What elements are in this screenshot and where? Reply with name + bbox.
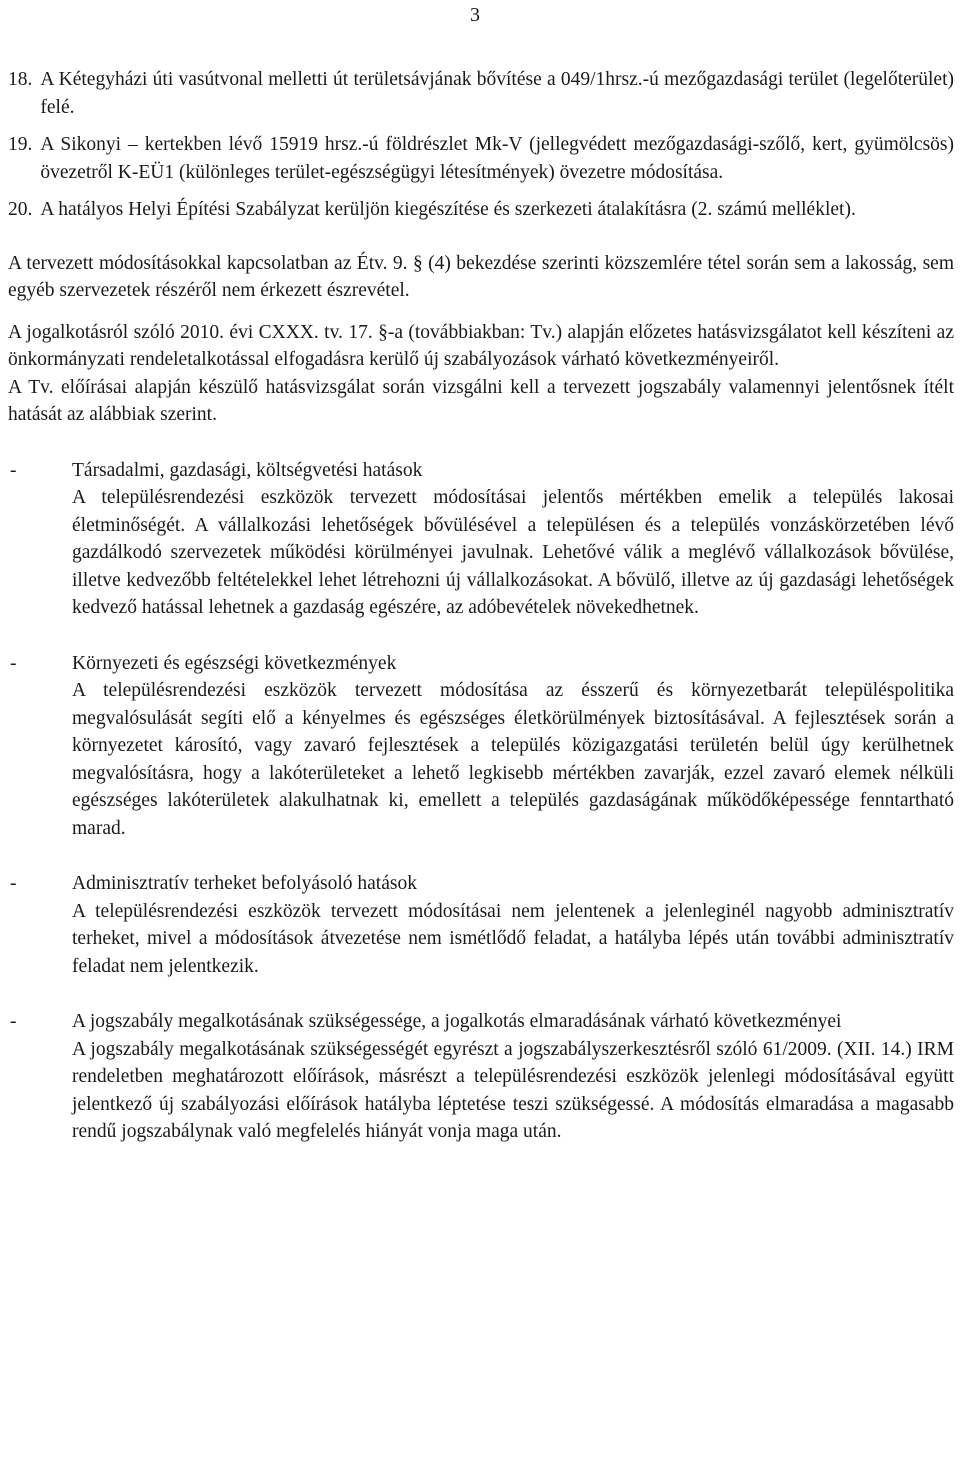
- section-title: Társadalmi, gazdasági, költségvetési hatások: [72, 459, 423, 481]
- section-text: A településrendezési eszközök tervezett módosításai jelentős mértékben emelik a település lakosai életminőségét. A vállalkozási lehetőségek bővülésével a településen és a település vonzáskörzetében lévő gazdálkodó szervezetek működési körülményei javulnak. Lehetővé válik a meglévő vállalkozások bővülése, illetve kedvezőbb feltételekkel lehet létrehozni új vállalkozásokat. A bővülő, illetve az új gazdasági lehetőségek kedvező hatással lehetnek a gazdaság egészére, az adóbevételek növekedhetnek.: [72, 487, 954, 618]
- section-tarsadalmi: [8, 457, 954, 622]
- section-kornyezeti: [8, 650, 954, 843]
- bullet-dash: -: [10, 652, 17, 674]
- item-text: A hatályos Helyi Építési Szabályzat kerüljön kiegészítése és szerkezeti átalakításra (2. számú melléklet).: [40, 199, 856, 220]
- list-item-18: [8, 66, 954, 121]
- section-text: A településrendezési eszközök tervezett módosításai nem jelentenek a jelenleginél nagyobb adminisztratív terheket, mivel a módosítások átvezetése nem ismétlődő feladat, a hatályba lépés után további adminisztratív feladat nem jelentkezik.: [72, 900, 954, 977]
- item-number: 20.: [8, 199, 33, 220]
- bullet-dash: -: [10, 873, 17, 894]
- document-body: [8, 66, 954, 1146]
- bullet-dash: -: [10, 459, 17, 481]
- section-jogszabaly: [8, 1008, 954, 1146]
- paragraph-jogalkotas: A jogalkotásról szóló 2010. évi CXXX. tv. 17. §-a (továbbiakban: Tv.) alapján előzetes hatásvizsgálatot kell készíteni az önkormányzati rendeletalkotással elfogadásra kerülő új szabályozások várható következményeiről.: [8, 321, 954, 370]
- item-number: 19.: [8, 134, 33, 155]
- bullet-dash: -: [10, 1011, 17, 1032]
- section-title: Adminisztratív terheket befolyásoló hatások: [72, 873, 417, 894]
- section-adminisztrativ: [8, 870, 954, 980]
- paragraph-etv: A tervezett módosításokkal kapcsolatban az Étv. 9. § (4) bekezdése szerinti közszemlére tétel során sem a lakosság, sem egyéb szervezetek részéről nem érkezett észrevétel.: [8, 252, 954, 301]
- list-item-19: [8, 131, 954, 186]
- item-text: A Sikonyi – kertekben lévő 15919 hrsz.-ú földrészlet Mk-V (jellegvédett mezőgazdasági-szőlő, kert, gyümölcsös) övezetről K-EÜ1 (különleges terület-egészségügyi létesítmények) övezetre módosítása.: [40, 134, 954, 183]
- section-text: A településrendezési eszközök tervezett módosítása az ésszerű és környezetbarát településpolitika megvalósulását segíti elő a kényelmes és egészséges életkörülmények biztosításával. A fejlesztések során a környezetet károsító, vagy zavaró fejlesztések a település közigazgatási területén belül úgy kerülhetnek megvalósításra, hogy a lakóterületeket a lehető legkisebb mértékben zavarják, ezzel zavaró elemek nélküli egészséges lakóterületek alakulhatnak ki, emellett a település gazdaságának működőképessége fenntartható marad.: [72, 680, 954, 839]
- section-title: A jogszabály megalkotásának szükségessége, a jogalkotás elmaradásának várható következményei: [72, 1011, 842, 1032]
- list-item-20: [8, 196, 954, 224]
- section-title: Környezeti és egészségi következmények: [72, 652, 397, 674]
- item-number: 18.: [8, 69, 33, 90]
- page-number: 3: [470, 4, 480, 26]
- item-text: A Kétegyházi úti vasútvonal melletti út területsávjának bővítése a 049/1hrsz.-ú mezőgazdasági terület (legelőterület) felé.: [40, 69, 954, 118]
- paragraph-tv: A Tv. előírásai alapján készülő hatásvizsgálat során vizsgálni kell a tervezett jogszabály valamennyi jelentősnek ítélt hatását az alábbiak szerint.: [8, 376, 954, 425]
- section-text: A jogszabály megalkotásának szükségességét egyrészt a jogszabályszerkesztésről szóló 61/2009. (XII. 14.) IRM rendeletben meghatározott előírások, másrészt a településrendezési eszközök jelenlegi módosításával együtt jelentkező új szabályozási előírások hatályba léptetése teszi szükségessé. A módosítás elmaradása a magasabb rendű jogszabálynak való megfelelés hiányát vonja maga után.: [72, 1038, 954, 1142]
